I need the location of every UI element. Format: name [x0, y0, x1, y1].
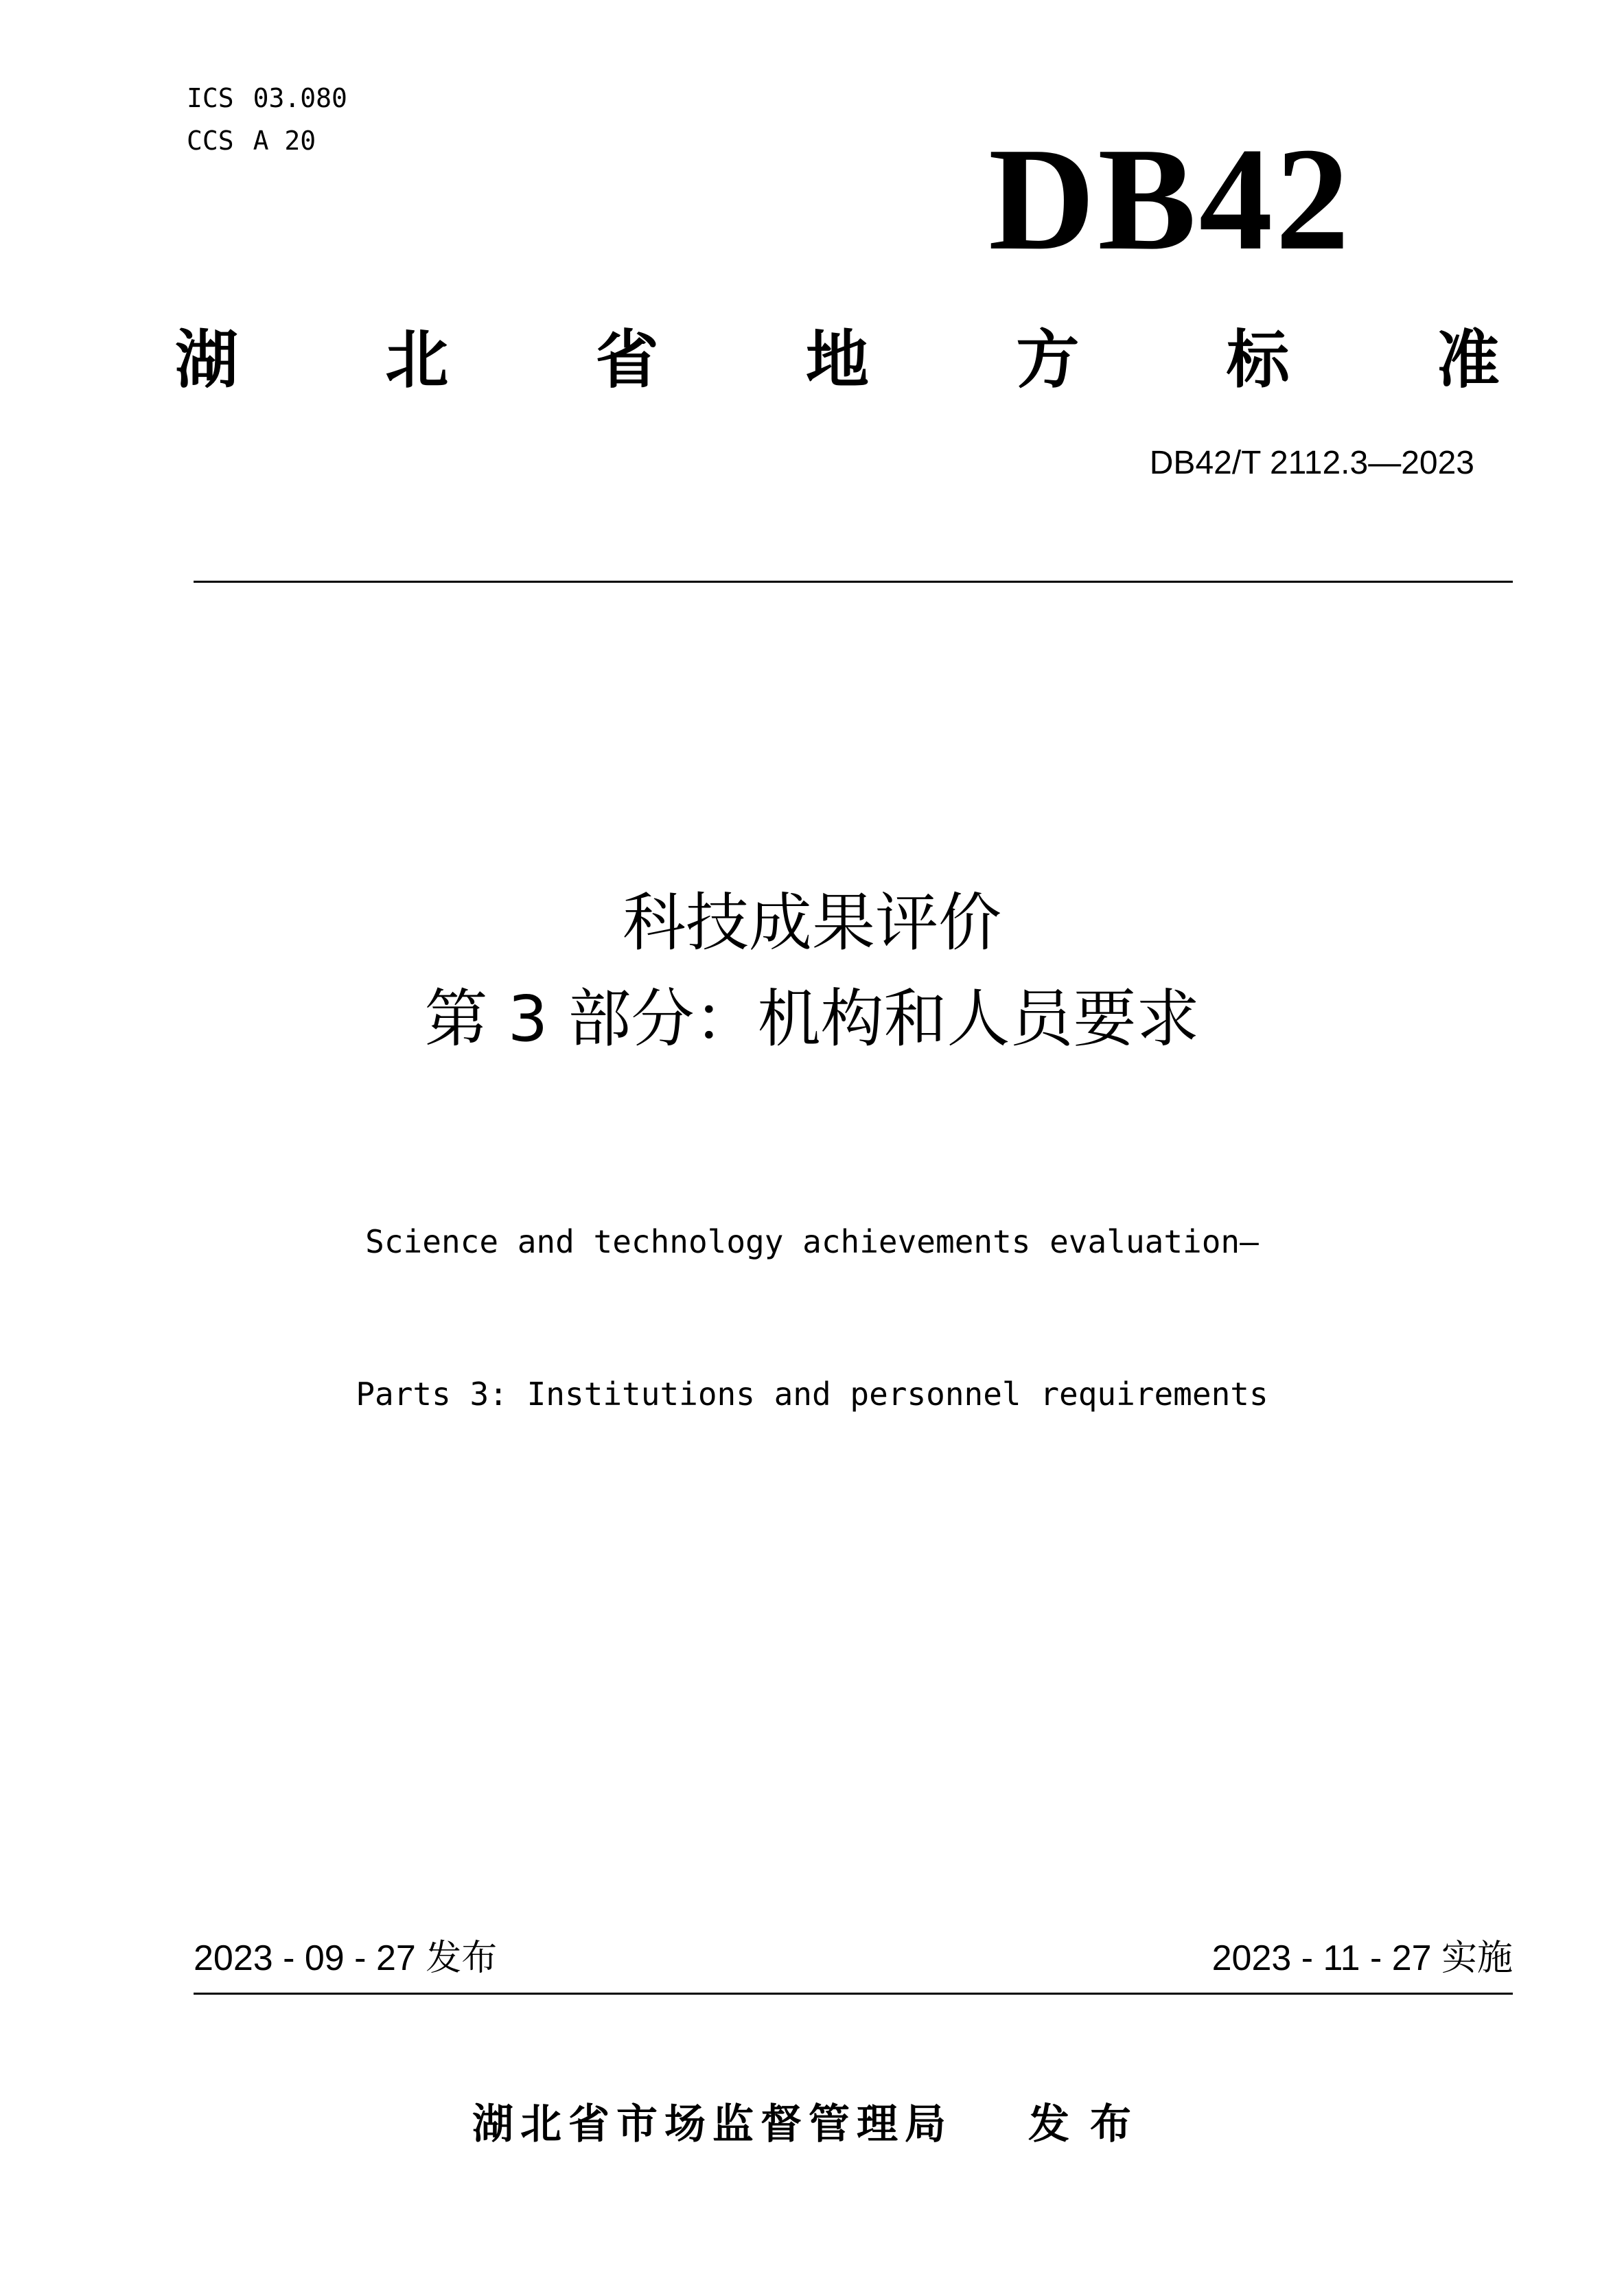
db42-logo: DB42 — [988, 117, 1352, 281]
standard-number: DB42/T 2112.3—2023 — [1149, 445, 1474, 481]
implementation-date: 2023 - 11 - 27 实施 — [1211, 1938, 1513, 1978]
publisher-action: 发布 — [1028, 2100, 1152, 2148]
ics-code: 03.080 — [253, 83, 347, 113]
standard-type-char: 湖 — [175, 323, 239, 397]
standard-type-char: 省 — [595, 323, 659, 397]
publisher-organization: 湖北省市场监督管理局 — [472, 2100, 953, 2148]
ics-label: ICS — [187, 83, 234, 113]
top-divider — [194, 581, 1513, 583]
classification-codes — [187, 77, 347, 162]
standard-type-char: 地 — [805, 323, 869, 397]
chinese-title-line-1: 科技成果评价 — [622, 886, 1001, 960]
publisher-line — [0, 2097, 1624, 2152]
english-title — [0, 1115, 1624, 1470]
ccs-label: CCS — [187, 126, 234, 156]
chinese-title-line-2: 第 3 部分：机构和人员要求 — [424, 982, 1200, 1056]
issue-date: 2023 - 09 - 27 发布 — [194, 1938, 498, 1978]
english-title-line-2: Parts 3: Institutions and personnel requirements — [356, 1376, 1268, 1413]
ics-row — [187, 77, 347, 119]
bottom-divider — [194, 1993, 1513, 1995]
standard-type-heading — [175, 310, 1500, 399]
standard-type-char: 准 — [1436, 323, 1500, 397]
english-title-line-1: Science and technology achievements evaluation— — [365, 1223, 1259, 1260]
standard-type-char: 方 — [1016, 323, 1080, 397]
ccs-code: A 20 — [253, 126, 316, 156]
ccs-row — [187, 119, 347, 162]
standard-type-char: 标 — [1226, 323, 1290, 397]
chinese-title — [0, 875, 1624, 1067]
standard-type-char: 北 — [385, 323, 449, 397]
